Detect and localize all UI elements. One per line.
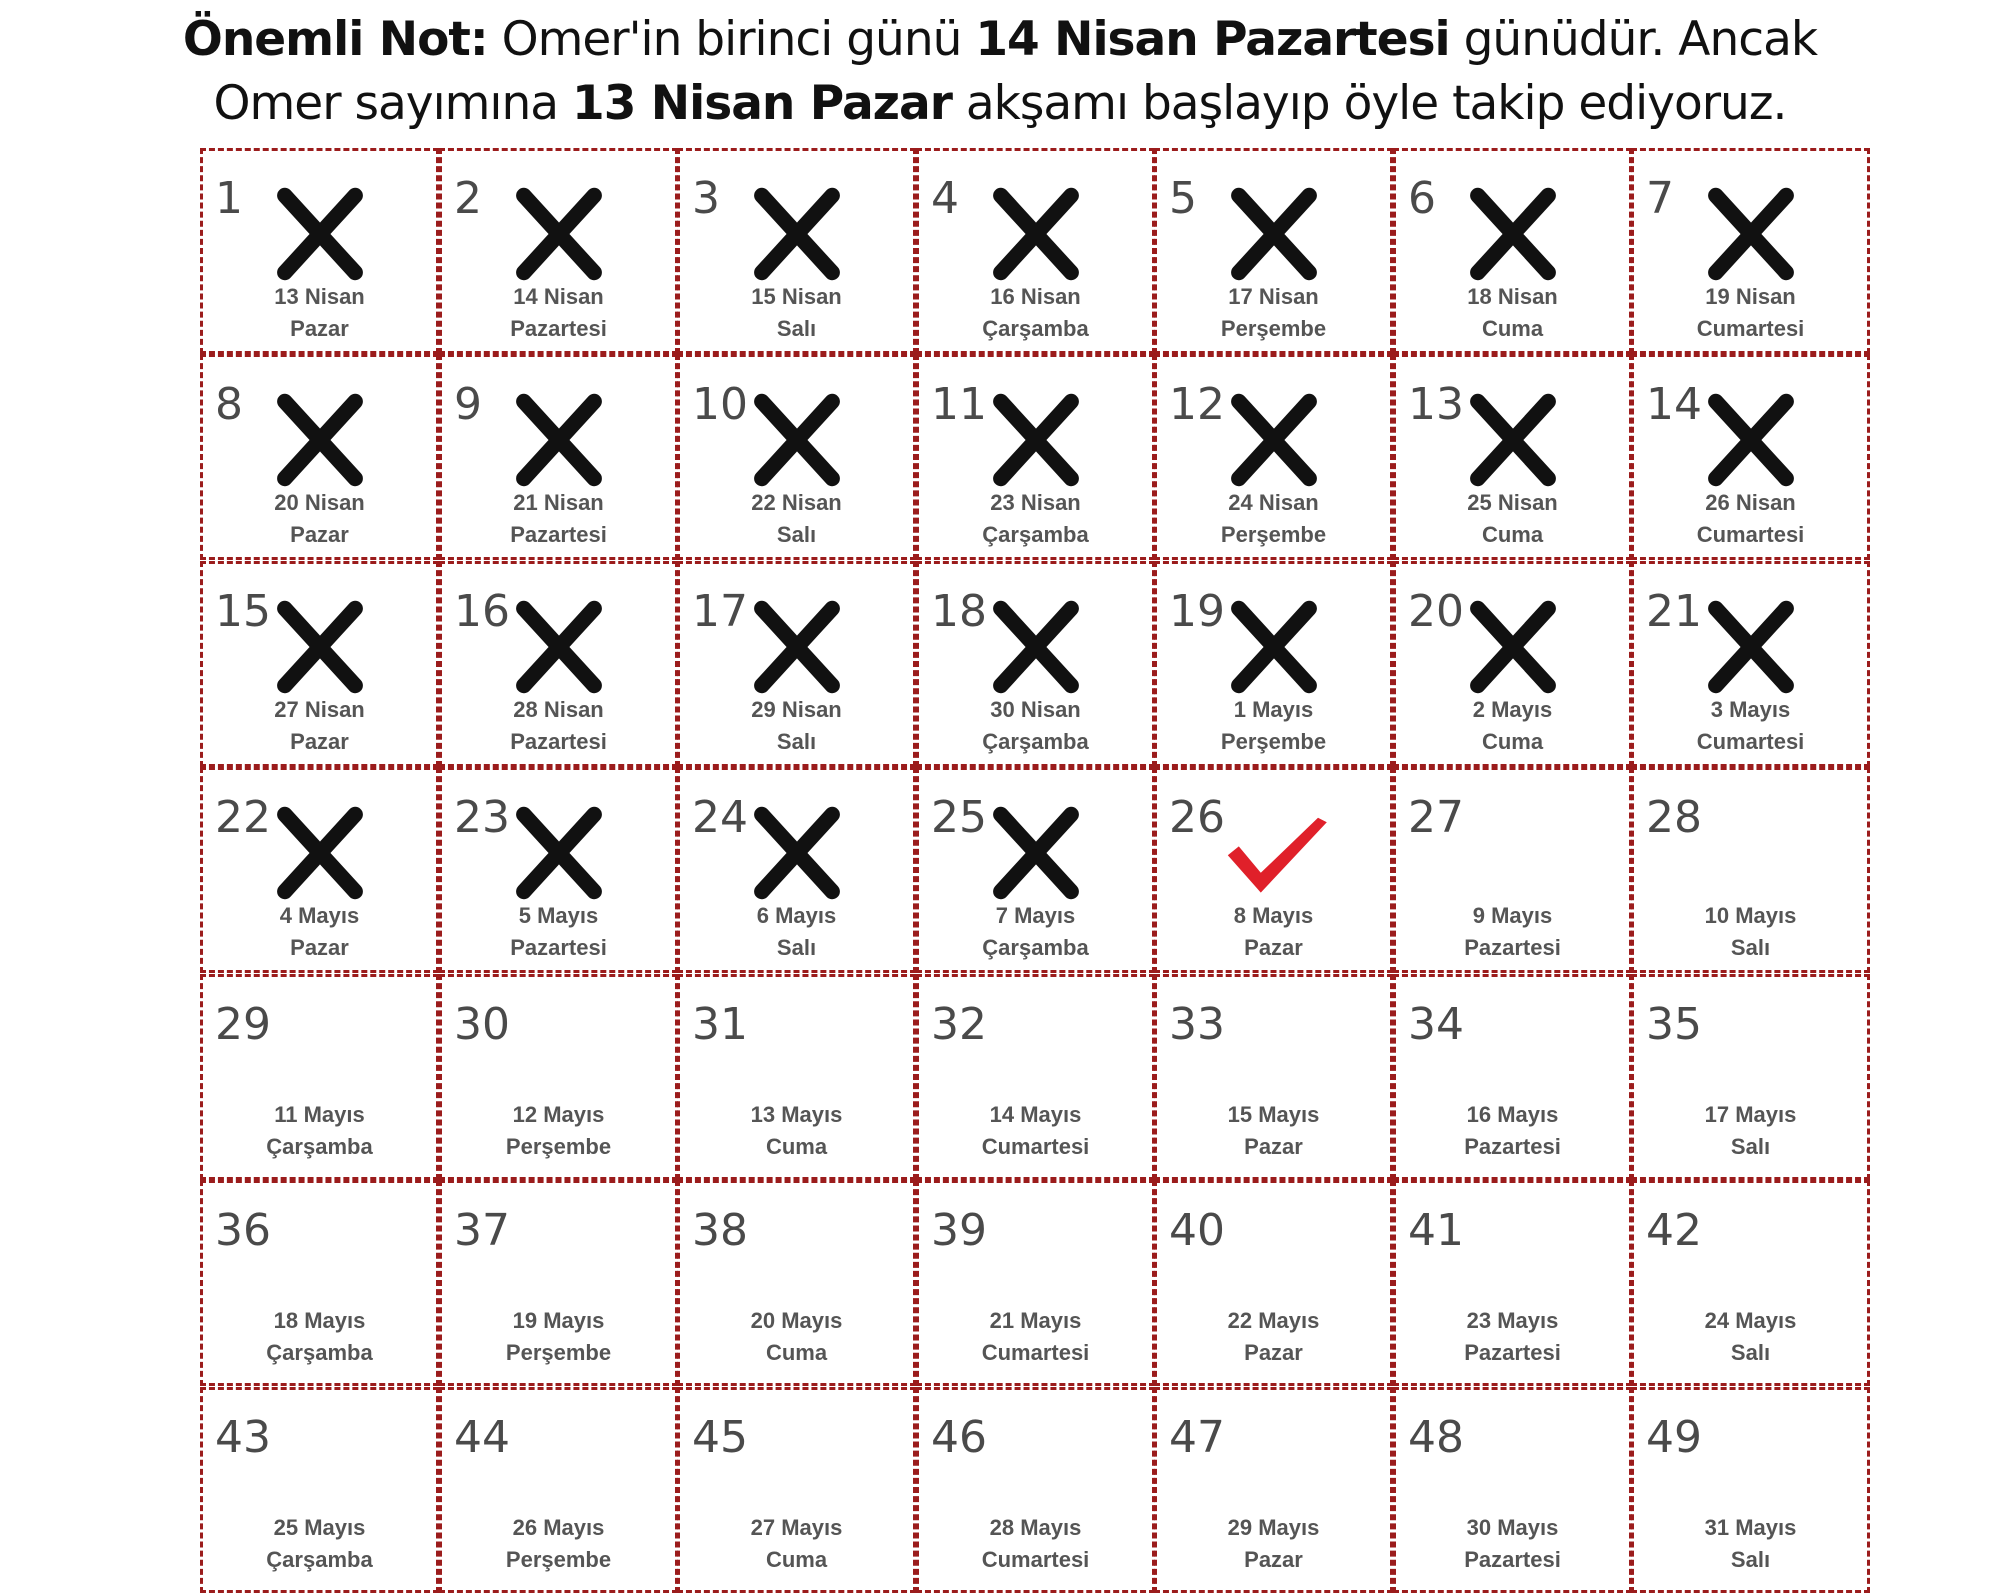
date-label: 18 Nisan (1467, 284, 1558, 309)
cross-mark-icon (504, 385, 614, 495)
weekday-label: Pazartesi (510, 935, 607, 960)
day-cell (1393, 148, 1632, 354)
weekday-label: Çarşamba (266, 1134, 373, 1159)
weekday-label: Pazar (290, 522, 349, 547)
day-number: 45 (692, 1412, 748, 1463)
cross-mark-icon (1696, 385, 1806, 495)
date-label: 11 Mayıs (274, 1102, 365, 1127)
day-date (203, 900, 436, 964)
date-label: 16 Mayıs (1466, 1102, 1559, 1127)
day-number: 18 (931, 586, 987, 637)
day-cell (1631, 1387, 1870, 1593)
date-label: 3 Mayıs (1710, 697, 1791, 722)
day-number: 32 (931, 999, 987, 1050)
weekday-label: Salı (1730, 1547, 1771, 1572)
date-label: 6 Mayıs (756, 903, 837, 928)
weekday-label: Çarşamba (982, 522, 1089, 547)
cross-mark-icon (504, 592, 614, 702)
day-cell (200, 974, 439, 1180)
day-date (1634, 281, 1867, 345)
day-date (1157, 1099, 1390, 1163)
important-note (0, 8, 2000, 136)
day-number: 4 (931, 173, 959, 224)
date-label: 20 Nisan (274, 490, 365, 515)
day-number: 27 (1408, 792, 1464, 843)
date-label: 25 Nisan (1467, 490, 1558, 515)
day-date (1157, 694, 1390, 758)
day-number: 24 (692, 792, 748, 843)
day-cell (677, 1387, 916, 1593)
day-cell (200, 561, 439, 767)
day-date (919, 694, 1152, 758)
weekday-label: Cumartesi (1696, 316, 1805, 341)
cross-mark-icon (504, 798, 614, 908)
date-label: 7 Mayıs (995, 903, 1076, 928)
day-number: 42 (1646, 1205, 1702, 1256)
cross-mark-icon (981, 592, 1091, 702)
date-label: 31 Mayıs (1704, 1515, 1797, 1540)
day-cell (1393, 1387, 1632, 1593)
cross-mark-icon (1696, 179, 1806, 289)
weekday-label: Perşembe (505, 1134, 612, 1159)
cross-mark-icon (1219, 179, 1329, 289)
day-number: 13 (1408, 379, 1464, 430)
day-date (919, 900, 1152, 964)
date-label: 16 Nisan (990, 284, 1081, 309)
day-number: 19 (1169, 586, 1225, 637)
day-number: 38 (692, 1205, 748, 1256)
weekday-label: Cumartesi (1696, 729, 1805, 754)
weekday-label: Cuma (1481, 729, 1544, 754)
weekday-label: Cumartesi (981, 1340, 1090, 1365)
note-text-2a: Omer sayımına (213, 76, 573, 131)
day-number: 3 (692, 173, 720, 224)
date-label: 29 Nisan (751, 697, 842, 722)
day-cell (916, 354, 1155, 560)
weekday-label: Cumartesi (981, 1134, 1090, 1159)
weekday-label: Salı (776, 729, 817, 754)
weekday-label: Pazartesi (510, 522, 607, 547)
weekday-label: Pazartesi (1464, 1134, 1561, 1159)
day-date (919, 1099, 1152, 1163)
day-date (1157, 281, 1390, 345)
day-date (442, 900, 675, 964)
day-cell (677, 148, 916, 354)
date-label: 1 Mayıs (1233, 697, 1314, 722)
day-date (1634, 1512, 1867, 1576)
weekday-label: Çarşamba (982, 316, 1089, 341)
date-label: 13 Mayıs (750, 1102, 843, 1127)
day-date (680, 1099, 913, 1163)
weekday-label: Cuma (1481, 316, 1544, 341)
day-date (1396, 1512, 1629, 1576)
cross-mark-icon (981, 179, 1091, 289)
date-label: 5 Mayıs (518, 903, 599, 928)
date-label: 24 Mayıs (1704, 1308, 1797, 1333)
note-start-evening: 13 Nisan Pazar (572, 76, 952, 131)
weekday-label: Perşembe (505, 1340, 612, 1365)
cross-mark-icon (742, 592, 852, 702)
day-cell (1631, 767, 1870, 973)
day-date (680, 487, 913, 551)
weekday-label: Perşembe (505, 1547, 612, 1572)
day-number: 33 (1169, 999, 1225, 1050)
date-label: 13 Nisan (274, 284, 365, 309)
weekday-label: Salı (776, 935, 817, 960)
day-cell (916, 1387, 1155, 1593)
weekday-label: Çarşamba (982, 935, 1089, 960)
day-number: 35 (1646, 999, 1702, 1050)
date-label: 28 Nisan (513, 697, 604, 722)
date-label: 8 Mayıs (1233, 903, 1314, 928)
day-number: 41 (1408, 1205, 1464, 1256)
cross-mark-icon (1696, 592, 1806, 702)
day-date (919, 1305, 1152, 1369)
day-cell (200, 1180, 439, 1386)
day-date (1157, 1305, 1390, 1369)
day-number: 16 (454, 586, 510, 637)
day-date (1634, 694, 1867, 758)
day-cell (677, 561, 916, 767)
day-date (919, 281, 1152, 345)
day-date (680, 694, 913, 758)
weekday-label: Pazar (1244, 1134, 1303, 1159)
cross-mark-icon (981, 798, 1091, 908)
weekday-label: Pazartesi (1464, 935, 1561, 960)
day-date (442, 694, 675, 758)
weekday-label: Perşembe (1220, 316, 1327, 341)
cross-mark-icon (504, 179, 614, 289)
date-label: 24 Nisan (1228, 490, 1319, 515)
day-date (1634, 1099, 1867, 1163)
day-cell (200, 1387, 439, 1593)
day-cell (439, 974, 678, 1180)
date-label: 19 Nisan (1705, 284, 1796, 309)
cross-mark-icon (742, 798, 852, 908)
note-text-2b: akşamı başlayıp öyle takip ediyoruz. (951, 76, 1787, 131)
date-label: 30 Mayıs (1466, 1515, 1559, 1540)
omer-calendar-grid (200, 148, 1852, 1572)
cross-mark-icon (981, 385, 1091, 495)
day-number: 5 (1169, 173, 1197, 224)
weekday-label: Pazar (1244, 1340, 1303, 1365)
day-date (442, 1512, 675, 1576)
day-date (203, 1305, 436, 1369)
day-cell (916, 767, 1155, 973)
date-label: 22 Nisan (751, 490, 842, 515)
day-date (680, 281, 913, 345)
date-label: 22 Mayıs (1227, 1308, 1320, 1333)
date-label: 27 Nisan (274, 697, 365, 722)
day-cell (1631, 354, 1870, 560)
day-date (680, 1305, 913, 1369)
cross-mark-icon (265, 592, 375, 702)
day-cell (677, 1180, 916, 1386)
day-date (203, 1512, 436, 1576)
note-text-1a: Omer'in birinci günü (487, 12, 976, 67)
day-number: 26 (1169, 792, 1225, 843)
weekday-label: Pazartesi (510, 729, 607, 754)
day-number: 36 (215, 1205, 271, 1256)
day-cell (916, 1180, 1155, 1386)
day-number: 15 (215, 586, 271, 637)
day-number: 6 (1408, 173, 1436, 224)
day-cell (1154, 974, 1393, 1180)
cross-mark-icon (1458, 385, 1568, 495)
date-label: 25 Mayıs (273, 1515, 366, 1540)
day-cell (677, 974, 916, 1180)
cross-mark-icon (742, 385, 852, 495)
weekday-label: Cumartesi (981, 1547, 1090, 1572)
day-cell (916, 148, 1155, 354)
day-date (1634, 487, 1867, 551)
day-number: 47 (1169, 1412, 1225, 1463)
weekday-label: Perşembe (1220, 729, 1327, 754)
day-date (1396, 694, 1629, 758)
day-cell (439, 354, 678, 560)
day-date (203, 694, 436, 758)
day-number: 43 (215, 1412, 271, 1463)
day-number: 40 (1169, 1205, 1225, 1256)
day-date (1396, 487, 1629, 551)
day-date (1634, 1305, 1867, 1369)
day-date (203, 281, 436, 345)
day-cell (1393, 354, 1632, 560)
cross-mark-icon (265, 179, 375, 289)
day-number: 17 (692, 586, 748, 637)
weekday-label: Cuma (765, 1547, 828, 1572)
day-cell (1631, 1180, 1870, 1386)
date-label: 19 Mayıs (512, 1308, 605, 1333)
date-label: 26 Mayıs (512, 1515, 605, 1540)
day-number: 8 (215, 379, 243, 430)
day-cell (1631, 974, 1870, 1180)
day-number: 14 (1646, 379, 1702, 430)
date-label: 23 Nisan (990, 490, 1081, 515)
weekday-label: Pazar (290, 316, 349, 341)
day-number: 44 (454, 1412, 510, 1463)
day-number: 7 (1646, 173, 1674, 224)
day-cell (1393, 561, 1632, 767)
day-number: 22 (215, 792, 271, 843)
day-number: 49 (1646, 1412, 1702, 1463)
day-cell (1631, 148, 1870, 354)
day-number: 37 (454, 1205, 510, 1256)
note-line-2 (0, 72, 2000, 136)
day-number: 21 (1646, 586, 1702, 637)
day-number: 28 (1646, 792, 1702, 843)
weekday-label: Cumartesi (1696, 522, 1805, 547)
day-date (442, 1099, 675, 1163)
day-number: 20 (1408, 586, 1464, 637)
day-date (442, 281, 675, 345)
date-label: 15 Nisan (751, 284, 842, 309)
day-cell (439, 1180, 678, 1386)
day-cell (916, 561, 1155, 767)
day-cell (200, 767, 439, 973)
day-date (1634, 900, 1867, 964)
day-date (203, 487, 436, 551)
day-cell (439, 148, 678, 354)
date-label: 4 Mayıs (279, 903, 360, 928)
weekday-label: Salı (1730, 1134, 1771, 1159)
day-date (1396, 900, 1629, 964)
note-line-1 (0, 8, 2000, 72)
day-number: 9 (454, 379, 482, 430)
day-number: 2 (454, 173, 482, 224)
day-date (1396, 1099, 1629, 1163)
weekday-label: Çarşamba (266, 1340, 373, 1365)
day-date (1157, 900, 1390, 964)
date-label: 26 Nisan (1705, 490, 1796, 515)
weekday-label: Salı (1730, 935, 1771, 960)
day-cell (1393, 974, 1632, 1180)
day-number: 10 (692, 379, 748, 430)
weekday-label: Pazartesi (510, 316, 607, 341)
day-cell (1631, 561, 1870, 767)
day-cell (1154, 148, 1393, 354)
day-cell (1154, 561, 1393, 767)
note-text-1b: günüdür. Ancak (1449, 12, 1818, 67)
weekday-label: Cuma (1481, 522, 1544, 547)
note-label: Önemli Not: (182, 12, 488, 67)
day-cell (677, 767, 916, 973)
day-number: 34 (1408, 999, 1464, 1050)
weekday-label: Salı (1730, 1340, 1771, 1365)
cross-mark-icon (1219, 592, 1329, 702)
date-label: 18 Mayıs (273, 1308, 366, 1333)
date-label: 21 Nisan (513, 490, 604, 515)
weekday-label: Pazartesi (1464, 1340, 1561, 1365)
checkmark-icon (1219, 798, 1329, 908)
day-cell (200, 148, 439, 354)
weekday-label: Pazar (1244, 935, 1303, 960)
date-label: 28 Mayıs (989, 1515, 1082, 1540)
date-label: 17 Mayıs (1704, 1102, 1797, 1127)
cross-mark-icon (265, 798, 375, 908)
day-cell (439, 767, 678, 973)
day-cell (677, 354, 916, 560)
weekday-label: Perşembe (1220, 522, 1327, 547)
day-date (919, 1512, 1152, 1576)
day-date (1396, 1305, 1629, 1369)
day-cell (200, 354, 439, 560)
weekday-label: Salı (776, 522, 817, 547)
day-number: 48 (1408, 1412, 1464, 1463)
day-cell (439, 1387, 678, 1593)
day-number: 29 (215, 999, 271, 1050)
weekday-label: Pazar (290, 729, 349, 754)
date-label: 20 Mayıs (750, 1308, 843, 1333)
date-label: 2 Mayıs (1472, 697, 1553, 722)
date-label: 12 Mayıs (512, 1102, 605, 1127)
weekday-label: Cuma (765, 1340, 828, 1365)
weekday-label: Pazartesi (1464, 1547, 1561, 1572)
day-number: 11 (931, 379, 987, 430)
weekday-label: Cuma (765, 1134, 828, 1159)
day-number: 12 (1169, 379, 1225, 430)
day-cell (1154, 1180, 1393, 1386)
date-label: 27 Mayıs (750, 1515, 843, 1540)
cross-mark-icon (1458, 592, 1568, 702)
day-cell (1154, 1387, 1393, 1593)
date-label: 21 Mayıs (989, 1308, 1082, 1333)
day-date (1157, 1512, 1390, 1576)
weekday-label: Pazar (290, 935, 349, 960)
date-label: 14 Mayıs (989, 1102, 1082, 1127)
cross-mark-icon (1219, 385, 1329, 495)
weekday-label: Salı (776, 316, 817, 341)
day-date (1396, 281, 1629, 345)
day-cell (439, 561, 678, 767)
cross-mark-icon (265, 385, 375, 495)
weekday-label: Çarşamba (982, 729, 1089, 754)
date-label: 17 Nisan (1228, 284, 1319, 309)
day-number: 1 (215, 173, 243, 224)
cross-mark-icon (1458, 179, 1568, 289)
day-number: 31 (692, 999, 748, 1050)
day-number: 23 (454, 792, 510, 843)
date-label: 15 Mayıs (1227, 1102, 1320, 1127)
day-number: 30 (454, 999, 510, 1050)
note-first-day: 14 Nisan Pazartesi (975, 12, 1450, 67)
weekday-label: Pazar (1244, 1547, 1303, 1572)
day-cell (1393, 1180, 1632, 1386)
date-label: 23 Mayıs (1466, 1308, 1559, 1333)
day-cell (916, 974, 1155, 1180)
day-number: 25 (931, 792, 987, 843)
day-date (680, 900, 913, 964)
cross-mark-icon (742, 179, 852, 289)
day-date (680, 1512, 913, 1576)
day-date (1157, 487, 1390, 551)
day-cell (1393, 767, 1632, 973)
day-cell (1154, 767, 1393, 973)
day-number: 46 (931, 1412, 987, 1463)
day-number: 39 (931, 1205, 987, 1256)
date-label: 10 Mayıs (1704, 903, 1797, 928)
weekday-label: Çarşamba (266, 1547, 373, 1572)
date-label: 29 Mayıs (1227, 1515, 1320, 1540)
day-date (203, 1099, 436, 1163)
date-label: 9 Mayıs (1472, 903, 1553, 928)
date-label: 14 Nisan (513, 284, 604, 309)
day-date (442, 1305, 675, 1369)
date-label: 30 Nisan (990, 697, 1081, 722)
day-date (919, 487, 1152, 551)
day-date (442, 487, 675, 551)
day-cell (1154, 354, 1393, 560)
